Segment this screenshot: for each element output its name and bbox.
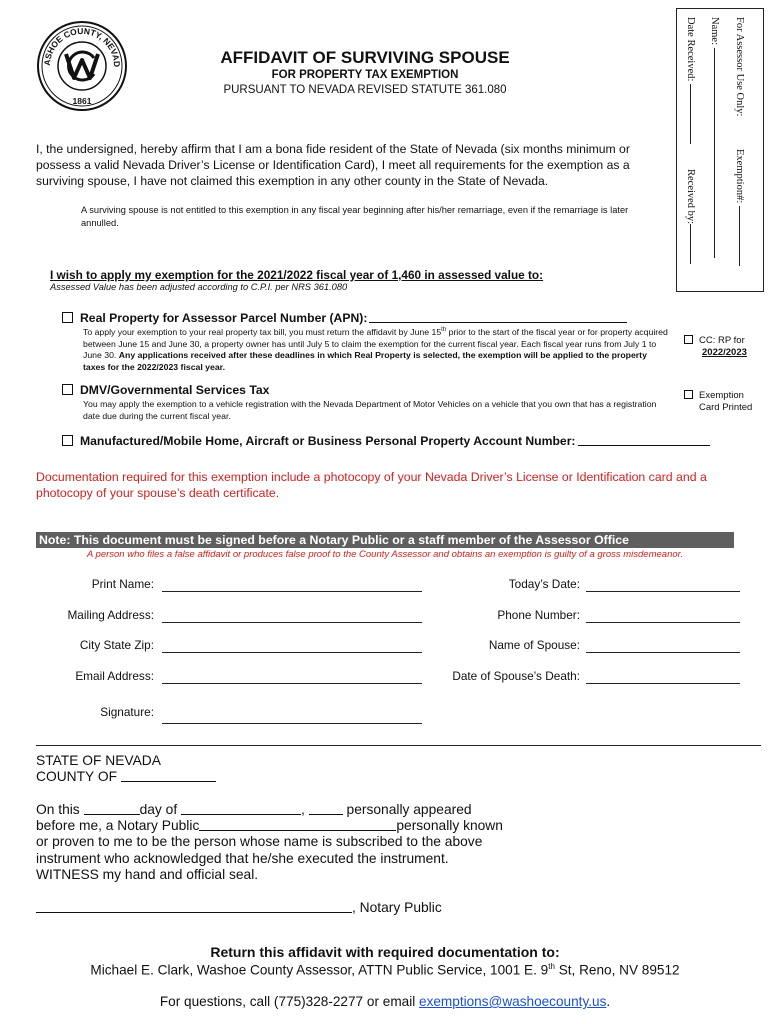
adjusted-note: Assessed Value has been adjusted according to C.P.I. per NRS 361.080 bbox=[50, 282, 348, 292]
real-property-description bbox=[83, 325, 671, 374]
real-property-text-1: To apply your exemption to your real property tax bill, you must return the affidavit by June 15 bbox=[83, 326, 442, 337]
notary-note-bar: Note: This document must be signed before a Notary Public or a staff member of the Assessor Office bbox=[36, 532, 734, 548]
email-address-field[interactable] bbox=[162, 683, 422, 684]
return-address-sup: th bbox=[548, 962, 555, 971]
todays-date-label: Today’s Date: bbox=[508, 577, 580, 591]
false-affidavit-warning: A person who files a false affidavit or produces false proof to the County Assessor and obtains an exemption is guilty of a gross misdemeanor. bbox=[86, 549, 684, 560]
cc-rp-label: CC: RP for bbox=[699, 335, 745, 346]
seal-year: 1861 bbox=[72, 96, 92, 106]
day-field[interactable] bbox=[84, 802, 140, 815]
notary-line-3: or proven to me to be the person whose name is subscribed to the above bbox=[36, 834, 483, 849]
todays-date-field[interactable] bbox=[586, 591, 740, 592]
city-state-zip-field[interactable] bbox=[162, 652, 422, 653]
email-address-label: Email Address: bbox=[75, 669, 154, 683]
return-heading: Return this affidavit with required documentation to: bbox=[210, 944, 560, 960]
print-name-label: Print Name: bbox=[91, 577, 154, 591]
personally-known-text: personally known bbox=[396, 818, 503, 833]
cc-rp-check[interactable] bbox=[684, 335, 747, 359]
notary-county-line bbox=[36, 769, 216, 785]
manufactured-label: Manufactured/Mobile Home, Aircraft or Business Personal Property Account Number: bbox=[80, 434, 576, 448]
appearer-name-field[interactable] bbox=[199, 818, 396, 831]
real-property-deadline-note: Any applications received after these deadlines in which Real Property is selected, the exemption will be applied to the property taxes for the 2022/2023 fiscal year. bbox=[83, 350, 647, 373]
month-field[interactable] bbox=[181, 802, 301, 815]
county-field[interactable] bbox=[121, 769, 216, 782]
print-name-field[interactable] bbox=[162, 591, 422, 592]
form-title: AFFIDAVIT OF SURVIVING SPOUSE bbox=[220, 48, 510, 67]
return-address-text-1: Michael E. Clark, Washoe County Assessor, ATTN Public Service, 1001 E. 9 bbox=[90, 962, 549, 978]
seal-top-text: ASHOE COUNTY, NEVAD bbox=[41, 25, 123, 68]
before-me-text: before me, a Notary Public bbox=[36, 818, 200, 833]
section-divider bbox=[36, 745, 761, 746]
notary-line-4: instrument who acknowledged that he/she executed the instrument. bbox=[36, 851, 449, 866]
phone-number-label: Phone Number: bbox=[497, 608, 580, 622]
assessor-exemption-label: Exemption#: bbox=[734, 149, 745, 206]
phone-number-field[interactable] bbox=[586, 622, 740, 623]
notary-line-5: WITNESS my hand and official seal. bbox=[36, 867, 259, 882]
date-of-death-field[interactable] bbox=[586, 683, 740, 684]
date-received-label: Date Received: bbox=[685, 17, 696, 85]
cc-rp-year: 2022/2023 bbox=[702, 347, 747, 358]
apn-field[interactable] bbox=[369, 310, 627, 323]
name-of-spouse-label: Name of Spouse: bbox=[488, 638, 580, 652]
personally-appeared-text: personally appeared bbox=[346, 802, 472, 817]
exemption-card-label-1: Exemption bbox=[699, 390, 744, 401]
assessor-use-box bbox=[676, 8, 764, 292]
notary-public-text: , Notary Public bbox=[352, 900, 442, 915]
signature-field[interactable] bbox=[162, 723, 422, 724]
questions-suffix: . bbox=[606, 994, 611, 1009]
county-seal bbox=[36, 20, 128, 112]
real-property-checkbox[interactable] bbox=[62, 312, 73, 323]
dmv-label: DMV/Governmental Services Tax bbox=[80, 383, 270, 397]
real-property-option[interactable] bbox=[62, 310, 627, 325]
city-state-zip-label: City State Zip: bbox=[79, 638, 154, 652]
assessor-name-label: Name: bbox=[709, 17, 720, 48]
documentation-note: Documentation required for this exemption include a photocopy of your Nevada Driver’s License or Identification card and a photocopy of your spouse’s death certificate. bbox=[36, 470, 707, 500]
exemption-card-check[interactable] bbox=[684, 390, 752, 414]
exemption-card-checkbox[interactable] bbox=[684, 390, 693, 399]
date-of-death-label: Date of Spouse’s Death: bbox=[452, 669, 580, 683]
comma-text: , bbox=[301, 802, 305, 817]
questions-line bbox=[0, 994, 770, 1009]
notary-line-1 bbox=[36, 802, 472, 818]
questions-prefix: For questions, call (775)328-2277 or email bbox=[159, 994, 420, 1009]
name-of-spouse-field[interactable] bbox=[586, 652, 740, 653]
account-number-field[interactable] bbox=[578, 433, 710, 446]
exemption-card-label-2: Card Printed bbox=[699, 402, 753, 413]
signature-label: Signature: bbox=[100, 705, 154, 719]
notary-state: STATE OF NEVADA bbox=[36, 753, 161, 768]
intro-paragraph: I, the undersigned, hereby affirm that I am a bona fide resident of the State of Nevada (six months minimum or possess a valid Nevada Driver’s License or Identification Card), I meet all requirements for the exemption as a surviving spouse, I have not claimed this exemption in any other county in the State of Nevada. bbox=[36, 142, 630, 188]
assessor-name-field[interactable] bbox=[709, 17, 720, 258]
apply-heading: I wish to apply my exemption for the 2021/2022 fiscal year of 1,460 in assessed value to: bbox=[50, 268, 544, 282]
dmv-option[interactable] bbox=[62, 383, 269, 397]
real-property-label: Real Property for Assessor Parcel Number (APN): bbox=[80, 311, 368, 325]
received-by-field[interactable] bbox=[685, 169, 696, 264]
notary-signature-line bbox=[36, 900, 442, 916]
dmv-checkbox[interactable] bbox=[62, 384, 73, 395]
remarriage-note: A surviving spouse is not entitled to this exemption in any fiscal year beginning after his/her remarriage, even if the remarriage is later annulled. bbox=[81, 205, 629, 228]
assessor-use-heading: For Assessor Use Only: bbox=[734, 17, 745, 117]
svg-text:WASHOE COUNTY, NEVADA bbox=[36, 20, 122, 67]
real-property-text-2: prior to the start of the fiscal year or for property acquired between June 15 and June 30, a property owner has until July 5 to claim the exemption for the current fiscal year. Each fiscal year runs from July 1 to June 30. bbox=[83, 326, 668, 361]
year-field[interactable] bbox=[309, 802, 343, 815]
assessor-exemption-field[interactable] bbox=[734, 149, 745, 266]
mailing-address-field[interactable] bbox=[162, 622, 422, 623]
dmv-description: You may apply the exemption to a vehicle registration with the Nevada Department of Motor Vehicles on a vehicle that you own that has a registration date due during the current fiscal year. bbox=[83, 399, 657, 421]
on-this-text: On this bbox=[36, 802, 80, 817]
return-address-text-2: St, Reno, NV 89512 bbox=[554, 962, 680, 978]
real-property-sup: th bbox=[441, 327, 447, 333]
manufactured-option[interactable] bbox=[62, 433, 710, 448]
return-address bbox=[0, 962, 770, 978]
form-statute: PURSUANT TO NEVADA REVISED STATUTE 361.080 bbox=[223, 84, 507, 96]
exemptions-email-link[interactable]: exemptions@washoecounty.us bbox=[419, 994, 607, 1009]
notary-line-2 bbox=[36, 818, 503, 834]
notary-signature-field[interactable] bbox=[36, 900, 352, 913]
form-subtitle: FOR PROPERTY TAX EXEMPTION bbox=[271, 69, 459, 81]
cc-rp-checkbox[interactable] bbox=[684, 335, 693, 344]
mailing-address-label: Mailing Address: bbox=[67, 608, 154, 622]
received-by-label: Received by: bbox=[685, 169, 696, 225]
notary-county-label: COUNTY OF bbox=[36, 769, 117, 784]
manufactured-checkbox[interactable] bbox=[62, 435, 73, 446]
day-of-text: day of bbox=[139, 802, 178, 817]
date-received-field[interactable] bbox=[685, 17, 696, 144]
